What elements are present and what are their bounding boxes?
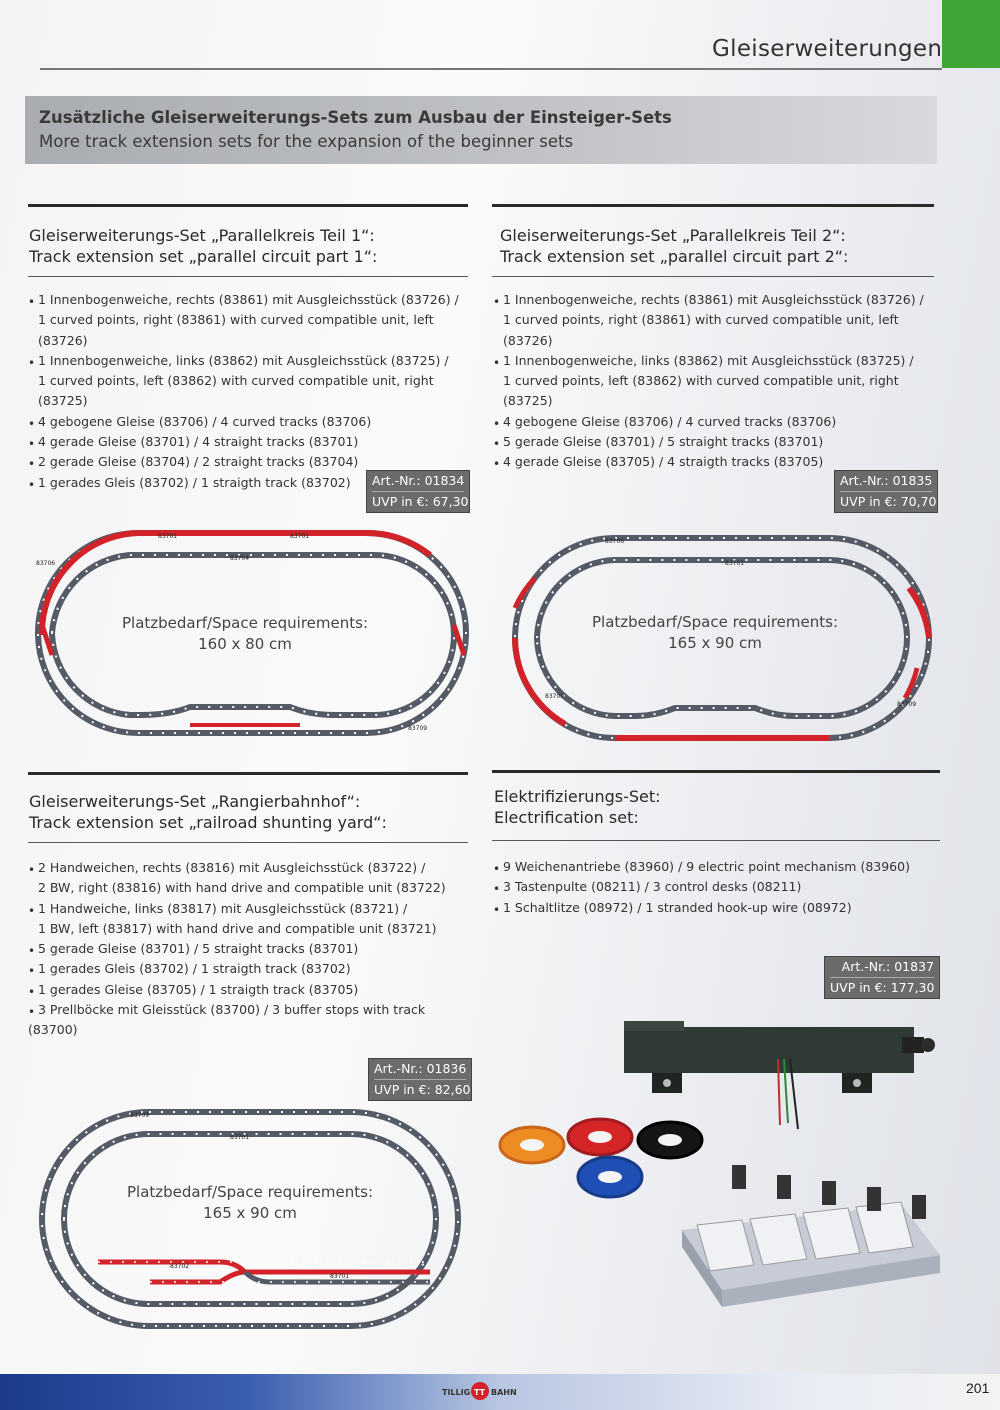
- title-rule: [40, 68, 942, 70]
- list-item: • 4 gerade Gleise (83701) / 4 straight tracks (83701): [28, 432, 468, 452]
- track-label: 83709: [408, 725, 428, 732]
- section2-title-en: Track extension set „parallel circuit part 2“:: [500, 247, 849, 266]
- list-item: • 2 Handweichen, rechts (83816) mit Ausgleichsstück (83722) / 2 BW, right (83816) with hand drive and compatible unit (83722): [28, 858, 468, 899]
- section3-rule: [28, 842, 468, 843]
- track-label: 83709: [130, 1112, 150, 1119]
- section1-title-en: Track extension set „parallel circuit part 1“:: [29, 247, 378, 266]
- intro-title-de: Zusätzliche Gleiserweiterungs-Sets zum Ausbau der Einsteiger-Sets: [39, 108, 672, 127]
- section1-item-list: [28, 290, 468, 493]
- section3-top-rule: [28, 772, 468, 775]
- list-item: • 4 gebogene Gleise (83706) / 4 curved tracks (83706): [28, 412, 468, 432]
- list-item: • 1 gerades Gleis (83702) / 1 straigth track (83702): [28, 959, 468, 979]
- list-item: • 1 Handweiche, links (83817) mit Ausgleichsstück (83721) / 1 BW, left (83817) with hand drive and compatible unit (83721): [28, 899, 468, 940]
- track-label: 83701: [230, 1134, 250, 1141]
- list-item: • 1 gerades Gleis (83702) / 1 straigth track (83702): [28, 473, 468, 493]
- track-label: 83706: [605, 538, 625, 545]
- space-requirements-label: Platzbedarf/Space requirements: 165 x 90 cm: [126, 1183, 374, 1222]
- track-label: 83701: [725, 560, 745, 567]
- space-requirements-label: Platzbedarf/Space requirements: 165 x 90 cm: [591, 613, 839, 652]
- tillig-tt-bahn-logo: [440, 1379, 524, 1403]
- article-number: Art.-Nr.: 01834: [372, 472, 464, 492]
- track-label: 83706: [36, 560, 56, 567]
- list-item: • 1 Innenbogenweiche, links (83862) mit Ausgleichsstück (83725) / 1 curved points, left (83862) with curved compatible unit, right (83725): [493, 351, 933, 412]
- list-item: • 3 Prellböcke mit Gleisstück (83700) / 3 buffer stops with track (83700): [28, 1000, 468, 1041]
- intro-box: [25, 96, 937, 164]
- section2-top-rule: [492, 204, 934, 207]
- section1-rule: [28, 276, 468, 277]
- electrification-product-image: [492, 1015, 940, 1315]
- svg-text:TILLIG: TILLIG: [442, 1388, 471, 1397]
- list-item: • 5 gerade Gleise (83701) / 5 straight tracks (83701): [493, 432, 933, 452]
- price-label: UVP in €: 70,70: [840, 494, 937, 509]
- section4-title-de: Elektrifizierungs-Set:: [494, 787, 661, 806]
- price-box-01835: [834, 470, 938, 513]
- track-label: 83709: [545, 693, 565, 700]
- wire-coils-image: [500, 1119, 702, 1197]
- list-item: • 5 gerade Gleise (83701) / 5 straight tracks (83701): [28, 939, 468, 959]
- list-item: • 1 Schaltlitze (08972) / 1 stranded hook-up wire (08972): [493, 898, 933, 918]
- price-box-01836: [368, 1058, 472, 1101]
- section4-top-rule: [492, 770, 940, 773]
- list-item: • 2 gerade Gleise (83704) / 2 straight tracks (83704): [28, 452, 468, 472]
- list-item: • 3 Tastenpulte (08211) / 3 control desks (08211): [493, 877, 933, 897]
- price-box-01837: [824, 956, 940, 999]
- price-box-01834: [366, 470, 470, 513]
- section2-rule: [492, 276, 934, 277]
- list-item: • 4 gebogene Gleise (83706) / 4 curved tracks (83706): [493, 412, 933, 432]
- page-title: Gleiserweiterungen: [712, 36, 943, 62]
- space-requirements-label: Platzbedarf/Space requirements: 160 x 80 cm: [121, 614, 369, 653]
- list-item: • 1 Innenbogenweiche, rechts (83861) mit Ausgleichsstück (83726) / 1 curved points, right (83861) with curved compatible unit, left (83726): [493, 290, 933, 351]
- section1-title-de: Gleiserweiterungs-Set „Parallelkreis Teil 1“:: [29, 226, 375, 245]
- track-label: 83701: [290, 533, 310, 540]
- section4-item-list: [493, 857, 933, 918]
- section-color-tab: [942, 0, 1000, 68]
- track-label: 83709: [897, 701, 917, 708]
- list-item: • 1 Innenbogenweiche, links (83862) mit Ausgleichsstück (83725) / 1 curved points, left (83862) with curved compatible unit, right (83725): [28, 351, 468, 412]
- list-item: • 9 Weichenantriebe (83960) / 9 electric point mechanism (83960): [493, 857, 933, 877]
- price-label: UVP in €: 82,60: [374, 1082, 471, 1097]
- section3-item-list: [28, 858, 468, 1041]
- track-label: 83702: [170, 1263, 190, 1270]
- list-item: • 1 gerades Gleise (83705) / 1 straigth track (83705): [28, 980, 468, 1000]
- article-number: Art.-Nr.: 01835: [840, 472, 932, 492]
- section3-title-en: Track extension set „railroad shunting yard“:: [29, 813, 387, 832]
- price-label: UVP in €: 177,30: [830, 980, 935, 995]
- track-label: 83701: [330, 1273, 350, 1280]
- price-label: UVP in €: 67,30: [372, 494, 469, 509]
- list-item: • 1 Innenbogenweiche, rechts (83861) mit Ausgleichsstück (83726) / 1 curved points, right (83861) with curved compatible unit, left (83726): [28, 290, 468, 351]
- article-number: Art.-Nr.: 01837: [830, 958, 934, 978]
- list-item: • 4 gerade Gleise (83705) / 4 straigth tracks (83705): [493, 452, 933, 472]
- track-label: 83701: [158, 533, 178, 540]
- intro-title-en: More track extension sets for the expansion of the beginner sets: [39, 132, 574, 151]
- section3-title-de: Gleiserweiterungs-Set „Rangierbahnhof“:: [29, 792, 361, 811]
- section1-top-rule: [28, 204, 468, 207]
- section2-title-de: Gleiserweiterungs-Set „Parallelkreis Teil 2“:: [500, 226, 846, 245]
- page-number: 201: [966, 1380, 990, 1396]
- section2-item-list: [493, 290, 933, 473]
- track-label: 83704: [230, 555, 250, 562]
- svg-text:TT: TT: [474, 1388, 486, 1397]
- point-motor-image: [624, 1021, 935, 1129]
- section4-title-en: Electrification set:: [494, 808, 639, 827]
- control-desk-image: [682, 1165, 940, 1307]
- article-number: Art.-Nr.: 01836: [374, 1060, 466, 1080]
- svg-text:BAHN: BAHN: [491, 1388, 517, 1397]
- section4-rule: [492, 840, 940, 841]
